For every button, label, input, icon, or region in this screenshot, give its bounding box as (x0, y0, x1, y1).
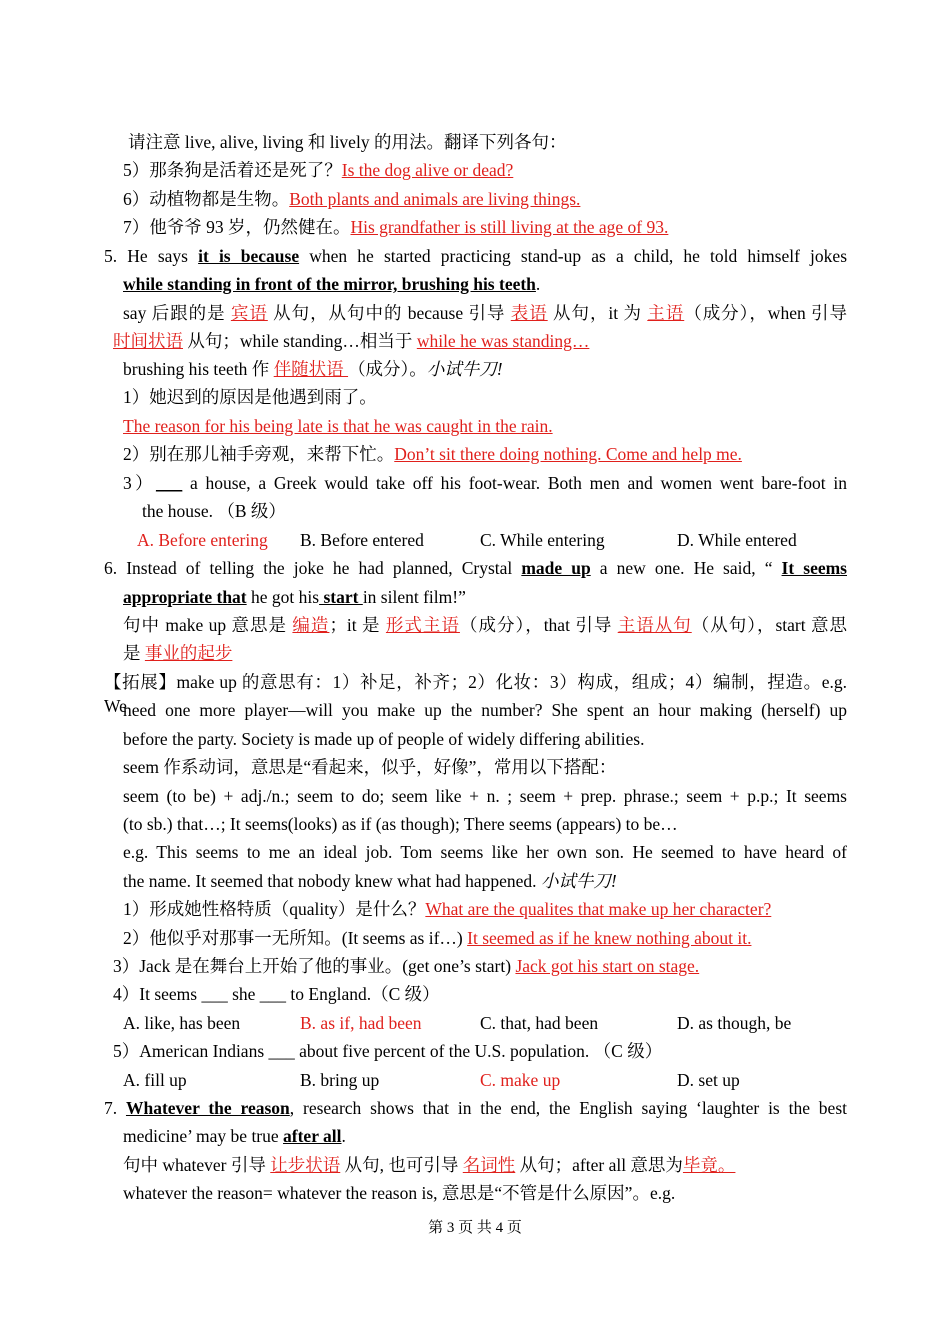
answer: His grandfather is still living at the age of 93. (350, 217, 669, 237)
option-a: A. like, has been (123, 1013, 241, 1033)
option-b: B. Before entered (300, 530, 424, 550)
option-d: D. set up (677, 1070, 740, 1090)
option-b: B. bring up (300, 1070, 380, 1090)
item-6-sentence-cont: appropriate that he got his start in silent film!” (123, 587, 466, 607)
analysis-line: 时间状语 从句；while standing…相当于 while he was standing… (113, 331, 590, 351)
exercise-line: the house. （B 级） (142, 501, 286, 521)
analysis-line: 句中 make up 意思是 编造；it 是 形式主语（成分），that 引导 主语从句（从句），start 意思 (123, 615, 847, 635)
item-5-sentence: 5. He says it is because when he started practicing stand-up as a child, he told himself jokes (104, 246, 848, 266)
option-c-correct: C. make up (480, 1070, 561, 1090)
exercise-line: 6）动植物都是生物。Both plants and animals are living things. (123, 189, 581, 209)
exercise-line: 5）那条狗是活着还是死了？Is the dog alive or dead? (123, 160, 514, 180)
extension-line: (to sb.) that…; It seems(looks) as if (as though); There seems (appears) to be… (123, 814, 678, 834)
note-line: 请注意 live, alive, living 和 lively 的用法。翻译下列各句： (128, 132, 567, 152)
option-c: C. While entering (480, 530, 605, 550)
exercise-line: 7）他爷爷 93 岁，仍然健在。His grandfather is still living at the age of 93. (123, 217, 669, 237)
analysis-line: whatever the reason= whatever the reason is, 意思是“不管是什么原因”。e.g. (123, 1183, 676, 1203)
answer: Don’t sit there doing nothing. Come and help me. (394, 444, 742, 464)
answer: Both plants and animals are living things. (289, 189, 581, 209)
exercise-line: 2）别在那儿袖手旁观，来帮下忙。Don’t sit there doing nothing. Come and help me. (123, 444, 742, 464)
option-d: D. While entered (677, 530, 797, 550)
extension-line: 【拓展】make up 的意思有：1）补足，补齐；2）化妆：3）构成，组成；4）编制，捏造。e.g. We (104, 672, 847, 716)
extension-line: e.g. This seems to me an ideal job. Tom seems like her own son. He seemed to have heard of (123, 842, 847, 862)
page-footer: 第 3 页 共 4 页 (428, 1220, 522, 1236)
extension-line: seem 作系动词，意思是“看起来，似乎，好像”，常用以下搭配： (123, 757, 617, 777)
extension-line: the name. It seemed that nobody knew what had happened. 小试牛刀! (123, 871, 617, 891)
option-d: D. as though, be (677, 1013, 792, 1033)
answer: It seemed as if he knew nothing about it. (467, 928, 752, 948)
exercise-line: 5）American Indians ___ about five percent of the U.S. population. （C 级） (113, 1041, 663, 1061)
answer: What are the qualites that make up her character? (425, 899, 772, 919)
option-a: A. fill up (123, 1070, 187, 1090)
exercise-line: 2）他似乎对那事一无所知。(It seems as if…) It seemed as if he knew nothing about it. (123, 928, 752, 948)
exercise-line: 4）It seems ___ she ___ to England.（C 级） (113, 984, 440, 1004)
analysis-line: brushing his teeth 作 伴随状语 （成分）。小试牛刀! (123, 359, 503, 379)
exercise-line: 1）形成她性格特质（quality）是什么？What are the qualites that make up her character? (123, 899, 772, 919)
item-5-sentence-cont: while standing in front of the mirror, brushing his teeth. (123, 274, 541, 294)
item-7-sentence-cont: medicine’ may be true after all. (123, 1126, 346, 1146)
analysis-line: 句中 whatever 引导 让步状语 从句, 也可引导 名词性 从句；after all 意思为毕竟。 (123, 1155, 736, 1175)
analysis-line: say 后跟的是 宾语 从句，从句中的 because 引导 表语 从句，it 为 主语（成分），when 引导 (123, 303, 848, 323)
option-b-correct: B. as if, had been (300, 1013, 422, 1033)
item-7-sentence: 7. Whatever the reason, research shows that in the end, the English saying ‘laughter is the best (104, 1098, 847, 1118)
option-c: C. that, had been (480, 1013, 599, 1033)
exercise-line: 3）___ a house, a Greek would take off his foot-wear. Both men and women went bare-foot in (123, 473, 847, 493)
extension-line: seem (to be) + adj./n.; seem to do; seem like + n. ; seem + prep. phrase.; seem + p.p.; It seems (123, 786, 847, 806)
analysis-line: 是 事业的起步 (123, 643, 233, 663)
item-6-sentence: 6. Instead of telling the joke he had planned, Crystal made up a new one. He said, “ It seems (104, 558, 847, 578)
exercise-answer: The reason for his being late is that he was caught in the rain. (123, 416, 553, 436)
exercise-line: 1）她迟到的原因是他遇到雨了。 (123, 387, 377, 407)
exercise-line: 3）Jack 是在舞台上开始了他的事业。(get one’s start) Jack got his start on stage. (113, 956, 700, 976)
option-a-correct: A. Before entering (137, 530, 268, 550)
answer: Jack got his start on stage. (515, 956, 700, 976)
extension-line: before the party. Society is made up of people of widely differing abilities. (123, 729, 645, 749)
answer: Is the dog alive or dead? (341, 160, 514, 180)
extension-line: need one more player—will you make up the number? She spent an hour making (herself) up (123, 700, 847, 720)
